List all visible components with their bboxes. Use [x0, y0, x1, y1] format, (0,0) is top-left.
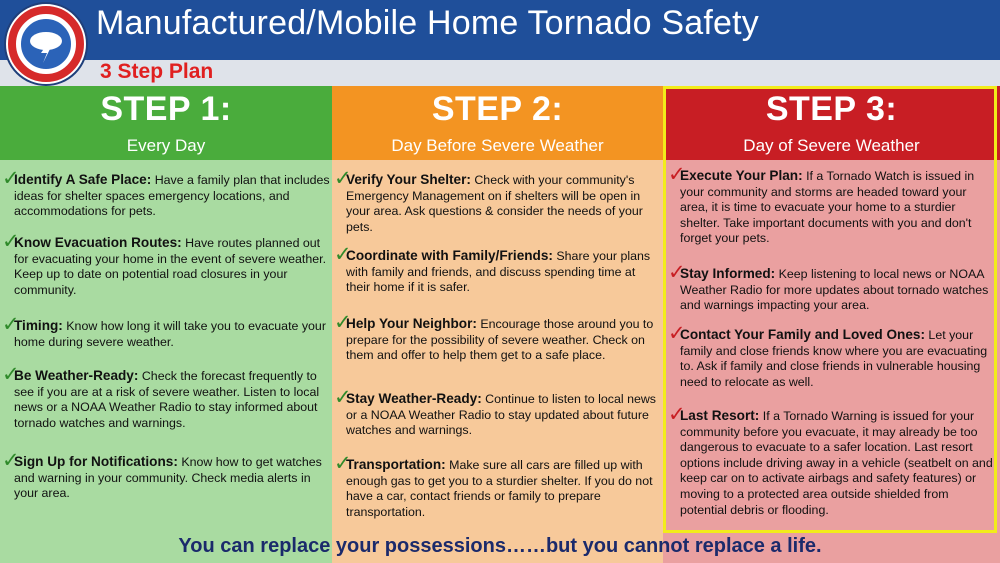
step-2-item [334, 452, 661, 520]
item-text: Have a family plan that includes ideas for shelter spaces emergency locations, and accommodations for pets. [14, 173, 330, 219]
step-1-item [2, 313, 330, 350]
item-text: If a Tornado Watch is issued in your community and storms are headed toward your area, it is time to evacuate your home to a sturdier shelter. Take important documents with you and don't forget your pets. [680, 169, 975, 246]
checkmark-icon: ✓ [334, 386, 352, 409]
step-3-header [663, 86, 1000, 160]
step-2-item [334, 167, 661, 235]
step-3-item [668, 261, 995, 314]
item-text: Make sure all cars are filled up with enough gas to get you to a sturdier shelter. If you do not have a car, contact friends or family to prepare transportation. [346, 458, 653, 519]
item-label: Timing: [14, 318, 63, 333]
checkmark-icon: ✓ [2, 449, 20, 472]
item-text: Check with your community's Emergency Management on if shelters will be open in your area. Ask questions & consider the needs of your pets. [346, 173, 643, 234]
step-2-item [334, 386, 661, 439]
step-2-subtitle: Day Before Severe Weather [391, 136, 604, 155]
page-title: Manufactured/Mobile Home Tornado Safety [96, 4, 759, 42]
step-2-item [334, 243, 661, 296]
item-label: Sign Up for Notifications: [14, 454, 178, 469]
item-text: If a Tornado Warning is issued for your community before you evacuate, it may already be too dangerous to evacuate to a safer location. Last resort options include driving away in a vehicle (seatbelt on and keep car on to activate airbags and safety features) or moving to a protected area outside shielded from potential debris or flooding. [680, 409, 993, 517]
item-text: Continue to listen to local news or a NOAA Weather Radio to stay updated about future watches and warnings. [346, 392, 656, 438]
step-2-heading: STEP 2: [431, 90, 564, 128]
step-3-item [668, 322, 995, 390]
checkmark-icon: ✓ [668, 261, 686, 284]
checkmark-icon: ✓ [668, 403, 686, 426]
step-3-subtitle: Day of Severe Weather [743, 136, 920, 155]
step-2-header [332, 86, 663, 160]
step-1-item [2, 167, 330, 220]
checkmark-icon: ✓ [334, 452, 352, 475]
item-label: Stay Weather-Ready: [346, 391, 482, 406]
step-3-item [668, 403, 995, 518]
item-label: Coordinate with Family/Friends: [346, 248, 553, 263]
item-label: Identify A Safe Place: [14, 172, 152, 187]
item-label: Contact Your Family and Loved Ones: [680, 327, 925, 342]
checkmark-icon: ✓ [2, 167, 20, 190]
item-label: Be Weather-Ready: [14, 368, 139, 383]
nws-logo [4, 2, 88, 86]
item-text: Encourage those around you to prepare for the possibility of severe weather. Check on them and offer to help them get to a safe place. [346, 317, 654, 363]
checkmark-icon: ✓ [334, 243, 352, 266]
checkmark-icon: ✓ [2, 313, 20, 336]
item-label: Last Resort: [680, 408, 760, 423]
item-text: Have routes planned out for evacuating your home in the event of severe weather. Keep up to date on potential road closures in your community. [14, 236, 327, 297]
checkmark-icon: ✓ [668, 163, 686, 186]
checkmark-icon: ✓ [334, 311, 352, 334]
step-1-header [0, 86, 332, 160]
logo-emblem [19, 17, 73, 71]
item-label: Transportation: [346, 457, 446, 472]
item-label: Verify Your Shelter: [346, 172, 471, 187]
step-2-column [332, 86, 663, 563]
checkmark-icon: ✓ [334, 167, 352, 190]
plan-label: 3 Step Plan [100, 60, 214, 83]
step-1-item [2, 230, 330, 298]
item-text: Check the forecast frequently to see if you are at a risk of severe weather. Listen to local news or a NOAA Weather Radio to stay informed about tornado watches and warnings. [14, 369, 320, 430]
item-text: Know how to get watches and warning in your community. Check media alerts in your area. [14, 455, 322, 501]
step-1-subtitle: Every Day [126, 136, 206, 155]
step-3-heading: STEP 3: [765, 90, 898, 128]
item-text: Keep listening to local news or NOAA Weather Radio for more updates about tornado watches and warnings impacting your area. [680, 267, 989, 313]
item-label: Execute Your Plan: [680, 168, 803, 183]
item-text: Let your family and close friends know where you are evacuating to. Ask if family and close friends in vulnerable housing need to relocate as well. [680, 328, 988, 389]
item-label: Know Evacuation Routes: [14, 235, 182, 250]
checkmark-icon: ✓ [2, 230, 20, 253]
item-text: Share your plans with family and friends, and discuss spending time at their home if it is safer. [346, 249, 651, 295]
item-text: Know how long it will take you to evacuate your home during severe weather. [14, 319, 326, 349]
checkmark-icon: ✓ [2, 363, 20, 386]
footer-message: You can replace your possessions……but you cannot replace a life. [178, 535, 822, 557]
item-label: Help Your Neighbor: [346, 316, 477, 331]
item-label: Stay Informed: [680, 266, 776, 281]
weather-emblem-icon [21, 19, 71, 69]
checkmark-icon: ✓ [668, 322, 686, 345]
step-1-item [2, 363, 330, 431]
step-1-heading: STEP 1: [100, 90, 232, 128]
step-1-column [0, 86, 332, 563]
step-3-column [663, 86, 1000, 563]
step-1-item [2, 449, 330, 502]
step-2-item [334, 311, 661, 364]
step-3-item [668, 163, 995, 247]
